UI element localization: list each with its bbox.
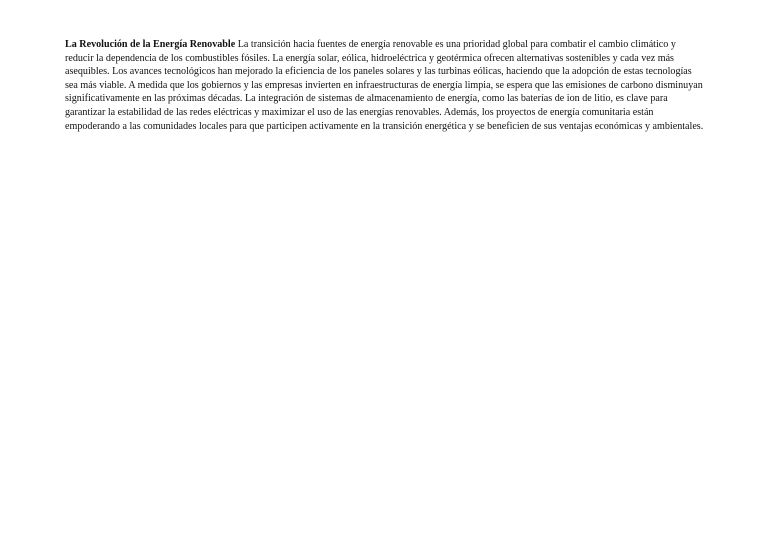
document-paragraph [65, 38, 705, 133]
document-body-text: La transición hacia fuentes de energía renovable es una prioridad global para combatir el cambio climático y reducir la dependencia de los combustibles fósiles. La energía solar, eólica, hidroeléctrica y geotérmica ofrecen alternativas sostenibles y cada vez más asequibles. Los avances tecnológicos han mejorado la eficiencia de los paneles solares y las turbinas eólicas, haciendo que la adopción de estas tecnologías sea más viable. A medida que los gobiernos y las empresas invierten en infraestructuras de energía limpia, se espera que las emisiones de carbono disminuyan significativamente en las próximas décadas. La integración de sistemas de almacenamiento de energía, como las baterías de ion de litio, es clave para garantizar la estabilidad de las redes eléctricas y maximizar el uso de las energías renovables. Además, los proyectos de energía comunitaria están empoderando a las comunidades locales para que participen activamente en la transición energética y se beneficien de sus ventajas económicas y ambientales. [65, 39, 704, 132]
document-title: La Revolución de la Energía Renovable [65, 39, 236, 50]
